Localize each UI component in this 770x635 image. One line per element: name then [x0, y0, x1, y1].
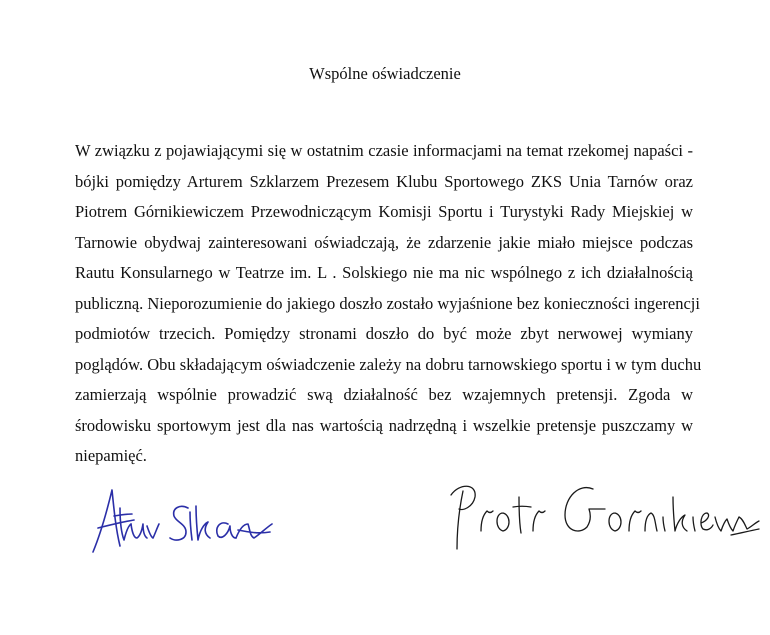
statement-line: podmiotów trzecich. Pomiędzy stronami doszło do być może zbyt nerwowej wymiany — [75, 324, 693, 343]
statement-line: Tarnowie obydwaj zainteresowani oświadczają, że zdarzenie jakie miało miejsce podczas — [75, 232, 693, 252]
statement-body — [75, 136, 702, 472]
statement-line: środowisku sportowym jest dla nas wartością nadrzędną i wszelkie pretensje puszczamy w — [75, 415, 693, 435]
signature-left — [90, 480, 280, 560]
statement-line: zamierzają wspólnie prowadzić swą działalność bez wzajemnych pretensji. Zgoda w — [75, 385, 693, 404]
signature-left-strokes — [93, 490, 272, 552]
statement-line: Piotrem Górnikiewiczem Przewodniczącym Komisji Sportu i Turystyki Rady Miejskiej w — [75, 202, 693, 221]
signature-right-strokes — [451, 486, 759, 549]
statement-line: publiczną. Nieporozumienie do jakiego doszło zostało wyjaśnione bez konieczności ingerencji — [75, 293, 700, 313]
statement-line: bójki pomiędzy Arturem Szklarzem Prezesem Klubu Sportowego ZKS Unia Tarnów oraz — [75, 171, 693, 191]
statement-line: poglądów. Obu składającym oświadczenie zależy na dobru tarnowskiego sportu i w tym duchu — [75, 354, 702, 374]
signature-right — [445, 475, 760, 550]
document-title: Wspólne oświadczenie — [309, 64, 461, 83]
statement-line: niepamięć. — [75, 446, 147, 465]
statement-line: W związku z pojawiającymi się w ostatnim czasie informacjami na temat rzekomej napaści - — [75, 141, 693, 160]
statement-line: Rautu Konsularnego w Teatrze im. L . Solskiego nie ma nic wspólnego z ich działalnością — [75, 263, 693, 282]
